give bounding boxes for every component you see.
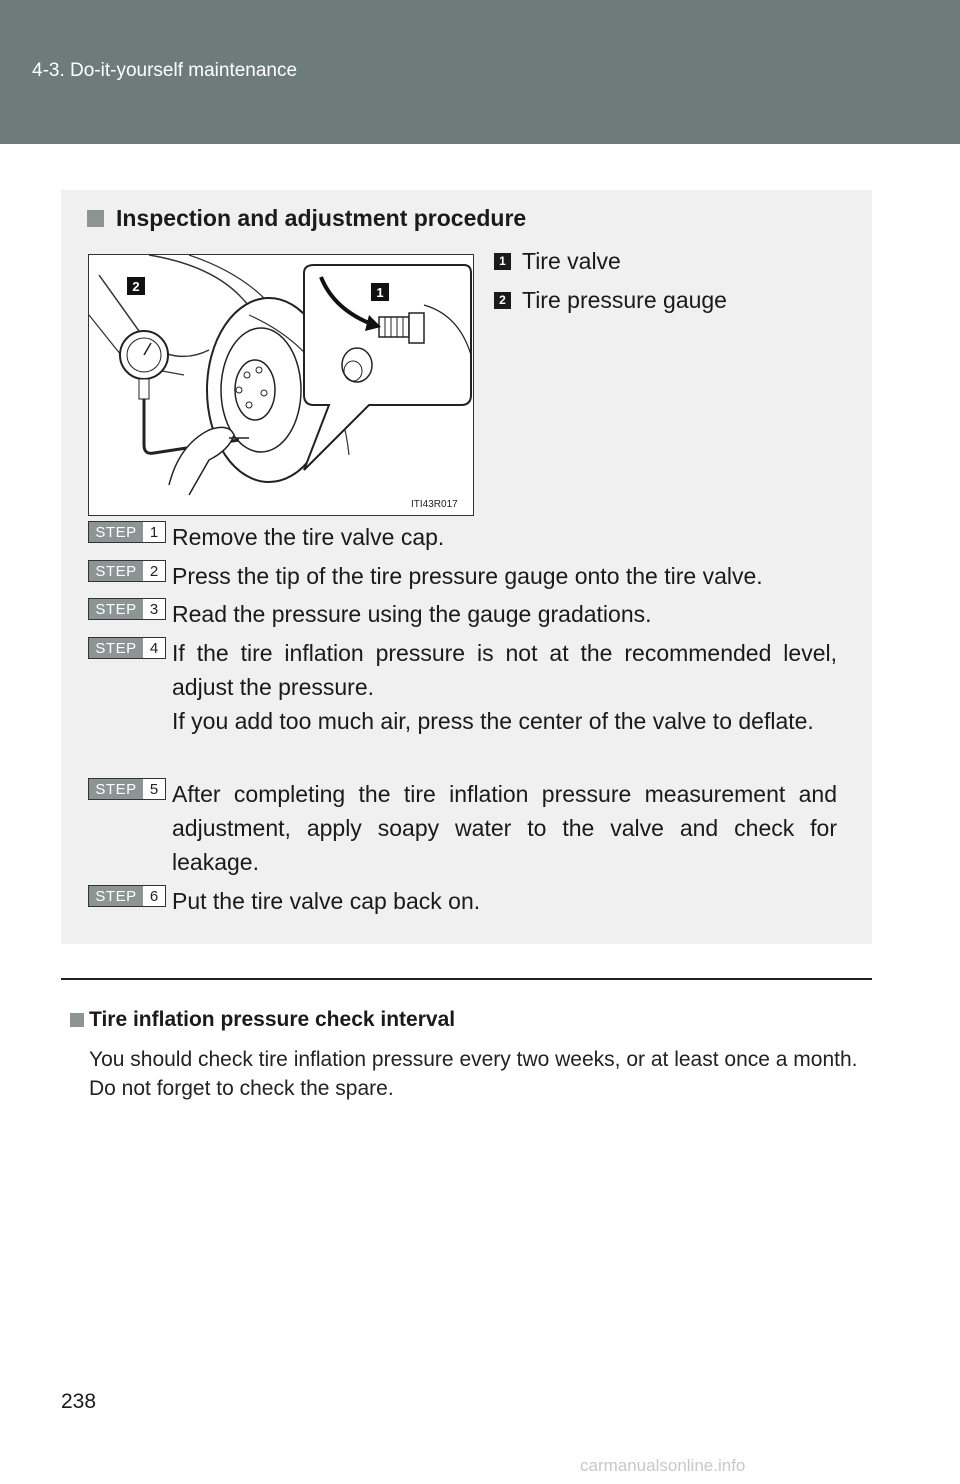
step-word: STEP <box>89 638 143 658</box>
step-number: 3 <box>149 600 159 618</box>
note-heading <box>70 1008 455 1032</box>
step-badge <box>88 885 166 907</box>
step-4 <box>88 636 837 738</box>
step-word: STEP <box>89 779 143 799</box>
step-number: 6 <box>149 887 159 905</box>
note-line: Do not forget to check the spare. <box>89 1077 394 1100</box>
step-line: Press the tip of the tire pressure gauge onto the tire valve. <box>172 563 763 589</box>
step-text <box>172 559 837 593</box>
callout-1-label: 1 <box>376 285 384 300</box>
legend-item-tire-pressure-gauge <box>494 287 727 314</box>
procedure-heading-text: Inspection and adjustment procedure <box>116 205 527 231</box>
note-body <box>89 1045 862 1103</box>
section-breadcrumb: 4-3. Do-it-yourself maintenance <box>32 60 298 81</box>
legend-number-2: 2 <box>494 292 511 309</box>
legend-label-tire-valve: Tire valve <box>522 248 621 274</box>
step-text <box>172 636 837 738</box>
step-word: STEP <box>89 599 143 619</box>
square-bullet-icon <box>70 1013 84 1027</box>
note-line: You should check tire inflation pressure every two weeks, or at least once a month. <box>89 1048 858 1071</box>
step-line: If you add too much air, press the center of the valve to deflate. <box>172 708 814 734</box>
watermark: carmanualsonline.info <box>580 1456 746 1475</box>
page-number: 238 <box>61 1390 97 1413</box>
step-1 <box>88 520 837 554</box>
step-badge <box>88 598 166 620</box>
step-badge <box>88 778 166 800</box>
square-bullet-icon <box>87 210 104 227</box>
step-line: Put the tire valve cap back on. <box>172 888 481 914</box>
step-word: STEP <box>89 886 143 906</box>
procedure-heading <box>87 205 526 232</box>
step-6 <box>88 884 837 918</box>
illustration-drawing <box>89 255 473 515</box>
tire-inspection-illustration <box>88 254 474 516</box>
step-line: Read the pressure using the gauge gradations. <box>172 601 652 627</box>
step-number: 1 <box>149 523 159 541</box>
step-badge <box>88 521 166 543</box>
step-text <box>172 777 837 879</box>
step-line: After completing the tire inflation pressure measurement and adjustment, apply soapy water to the valve and check for leakage. <box>172 781 837 875</box>
page-header <box>0 0 960 144</box>
step-text <box>172 597 837 631</box>
step-number: 4 <box>149 639 159 657</box>
legend-number-1: 1 <box>494 253 511 270</box>
legend-label-tire-pressure-gauge: Tire pressure gauge <box>522 287 727 313</box>
step-number: 5 <box>149 780 159 798</box>
step-5 <box>88 777 837 879</box>
step-number: 2 <box>149 562 159 580</box>
step-line: Remove the tire valve cap. <box>172 524 445 550</box>
step-badge <box>88 637 166 659</box>
step-word: STEP <box>89 522 143 542</box>
callout-2-label: 2 <box>132 279 140 294</box>
step-word: STEP <box>89 561 143 581</box>
step-text <box>172 520 837 554</box>
step-3 <box>88 597 837 631</box>
figure-code: ITI43R017 <box>411 499 458 510</box>
step-badge <box>88 560 166 582</box>
step-2 <box>88 559 837 593</box>
legend-item-tire-valve <box>494 248 621 275</box>
step-line: If the tire inflation pressure is not at the recommended level, adjust the pressure. <box>172 640 837 700</box>
section-divider <box>61 978 872 980</box>
note-heading-text: Tire inflation pressure check interval <box>89 1008 456 1031</box>
step-text <box>172 884 837 918</box>
